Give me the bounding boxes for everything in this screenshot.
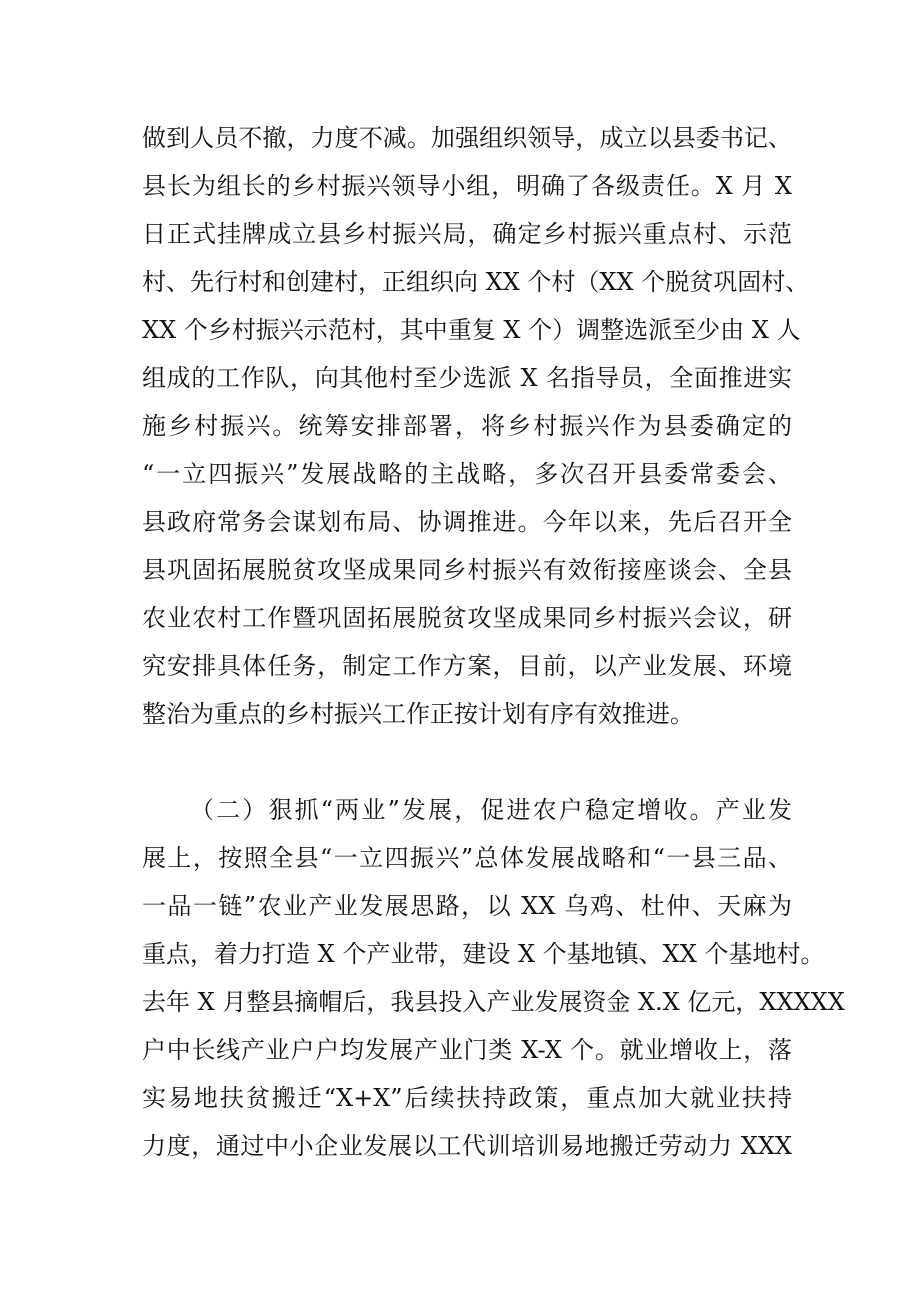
text-line: 施乡村振兴。统筹安排部署，将乡村振兴作为县委确定的: [142, 412, 792, 440]
text-line: 日正式挂牌成立县乡村振兴局，确定乡村振兴重点村、示范: [142, 220, 792, 248]
text-line: 实易地扶贫搬迁“X+X”后续扶持政策，重点加大就业扶持: [142, 1084, 792, 1112]
text-line: 去年 X 月整县摘帽后，我县投入产业发展资金 X.X 亿元，XXXXX: [142, 988, 845, 1016]
text-line: 整治为重点的乡村振兴工作正按计划有序有效推进。: [142, 700, 694, 728]
text-line: 县长为组长的乡村振兴领导小组，明确了各级责任。X 月 X: [142, 172, 792, 200]
text-line: 做到人员不撤，力度不减。加强组织领导，成立以县委书记、: [142, 124, 792, 152]
text-line: “一立四振兴”发展战略的主战略，多次召开县委常委会、: [142, 460, 792, 488]
text-line: 县巩固拓展脱贫攻坚成果同乡村振兴有效衔接座谈会、全县: [142, 556, 792, 584]
text-line: XX 个乡村振兴示范村，其中重复 X 个）调整选派至少由 X 人: [142, 316, 801, 344]
text-line: 户中长线产业户户均发展产业门类 X-X 个。就业增收上，落: [142, 1036, 792, 1064]
text-line: 一品一链”农业产业发展思路，以 XX 乌鸡、杜仲、天麻为: [142, 892, 792, 920]
text-line: 展上，按照全县“一立四振兴”总体发展战略和“一县三品、: [142, 844, 792, 872]
text-line: 重点，着力打造 X 个产业带，建设 X 个基地镇、XX 个基地村。: [142, 940, 825, 968]
text-line: 村、先行村和创建村，正组织向 XX 个村（XX 个脱贫巩固村、: [142, 268, 810, 296]
text-line: 组成的工作队，向其他村至少选派 X 名指导员，全面推进实: [142, 364, 792, 392]
text-line: 力度，通过中小企业发展以工代训培训易地搬迁劳动力 XXX: [142, 1132, 792, 1160]
section-heading-line: （二）狠抓“两业”发展，促进农户稳定增收。产业发: [190, 796, 792, 824]
text-line: 县政府常务会谋划布局、协调推进。今年以来，先后召开全: [142, 508, 792, 536]
text-line: 究安排具体任务，制定工作方案，目前，以产业发展、环境: [142, 652, 792, 680]
text-line: 农业农村工作暨巩固拓展脱贫攻坚成果同乡村振兴会议，研: [142, 604, 792, 632]
